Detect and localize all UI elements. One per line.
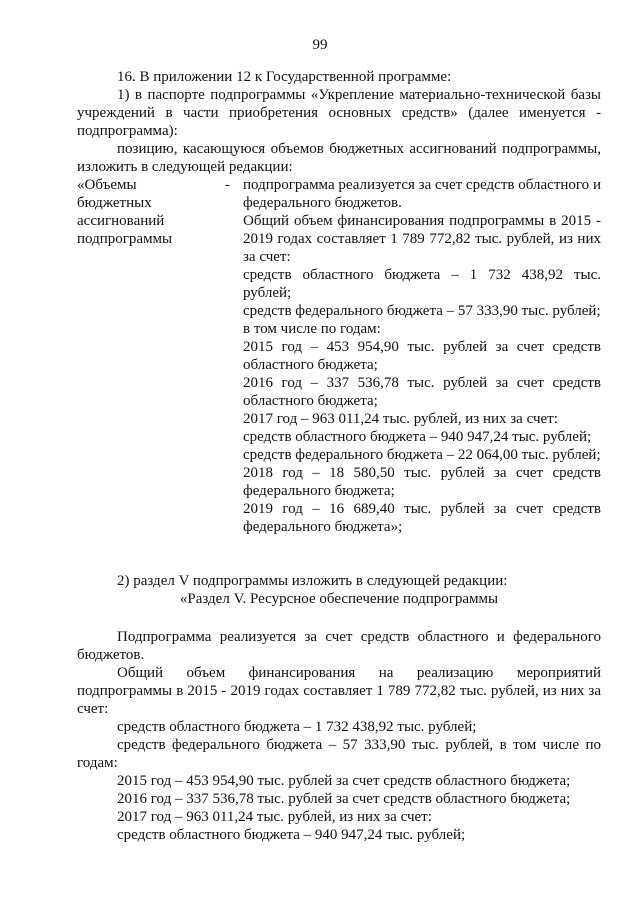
amendment-item-1: 1) в паспорте подпрограммы «Укрепление материально-технической базы учреждений в части приобретения основных средств» (далее именуется - подпрограмма): bbox=[77, 87, 601, 139]
section-paragraph: Подпрограмма реализуется за счет средств областного и федерального бюджетов. bbox=[77, 629, 601, 663]
passport-table bbox=[77, 176, 601, 572]
blank-line bbox=[77, 608, 601, 628]
passport-paragraph: средств федерального бюджета – 57 333,90 тыс. рублей; bbox=[243, 303, 601, 319]
page-number: 99 bbox=[312, 37, 328, 53]
passport-paragraph: средств областного бюджета – 1 732 438,92 тыс. рублей; bbox=[243, 267, 601, 301]
section-paragraph: 2016 год – 337 536,78 тыс. рублей за счет средств областного бюджета; bbox=[117, 791, 571, 807]
passport-value bbox=[243, 176, 601, 536]
passport-paragraph: подпрограмма реализуется за счет средств областного и федерального бюджетов. bbox=[243, 177, 601, 211]
passport-paragraph: в том числе по годам: bbox=[243, 321, 381, 337]
section-paragraph: средств областного бюджета – 1 732 438,92 тыс. рублей; bbox=[117, 719, 477, 735]
passport-label-line: ассигнований bbox=[77, 213, 165, 229]
passport-label-line: «Объемы bbox=[77, 177, 137, 193]
section-paragraph: 2017 год – 963 011,24 тыс. рублей, из них за счет: bbox=[117, 809, 432, 825]
passport-paragraph: 2017 год – 963 011,24 тыс. рублей, из них за счет: bbox=[243, 411, 558, 427]
passport-paragraph: 2015 год – 453 954,90 тыс. рублей за счет средств областного бюджета; bbox=[243, 339, 601, 373]
section-title: «Раздел V. Ресурсное обеспечение подпрограммы bbox=[179, 591, 499, 607]
passport-paragraph: Общий объем финансирования подпрограммы в 2015 - 2019 годах составляет 1 789 772,82 тыс. рублей, из них за счет: bbox=[243, 213, 601, 265]
passport-paragraph: 2016 год – 337 536,78 тыс. рублей за счет средств областного бюджета; bbox=[243, 375, 601, 409]
passport-label bbox=[77, 176, 227, 248]
document-body bbox=[77, 68, 601, 844]
section-paragraph: средств федерального бюджета – 57 333,90 тыс. рублей, в том числе по годам: bbox=[77, 737, 601, 771]
passport-label-line: бюджетных bbox=[77, 195, 152, 211]
passport-label-line: подпрограммы bbox=[77, 231, 173, 247]
passport-paragraph: 2019 год – 16 689,40 тыс. рублей за счет средств федерального бюджета»; bbox=[243, 501, 601, 535]
passport-paragraph: средств областного бюджета – 940 947,24 тыс. рублей; bbox=[243, 429, 592, 445]
passport-paragraph: 2018 год – 18 580,50 тыс. рублей за счет средств федерального бюджета; bbox=[243, 465, 601, 499]
section-paragraph: средств областного бюджета – 940 947,24 тыс. рублей; bbox=[117, 827, 466, 843]
section-paragraph: Общий объем финансирования на реализацию мероприятий подпрограммы в 2015 - 2019 годах составляет 1 789 772,82 тыс. рублей, из них за счет: bbox=[77, 665, 601, 717]
position-instruction: позицию, касающуюся объемов бюджетных ассигнований подпрограммы, изложить в следующей редакции: bbox=[77, 141, 601, 175]
passport-dash: - bbox=[225, 177, 230, 193]
amendment-item-2: 2) раздел V подпрограммы изложить в следующей редакции: bbox=[117, 573, 508, 589]
amendment-heading: 16. В приложении 12 к Государственной программе: bbox=[117, 69, 452, 85]
passport-paragraph: средств федерального бюджета – 22 064,00 тыс. рублей; bbox=[243, 447, 601, 463]
section-paragraph: 2015 год – 453 954,90 тыс. рублей за счет средств областного бюджета; bbox=[117, 773, 571, 789]
